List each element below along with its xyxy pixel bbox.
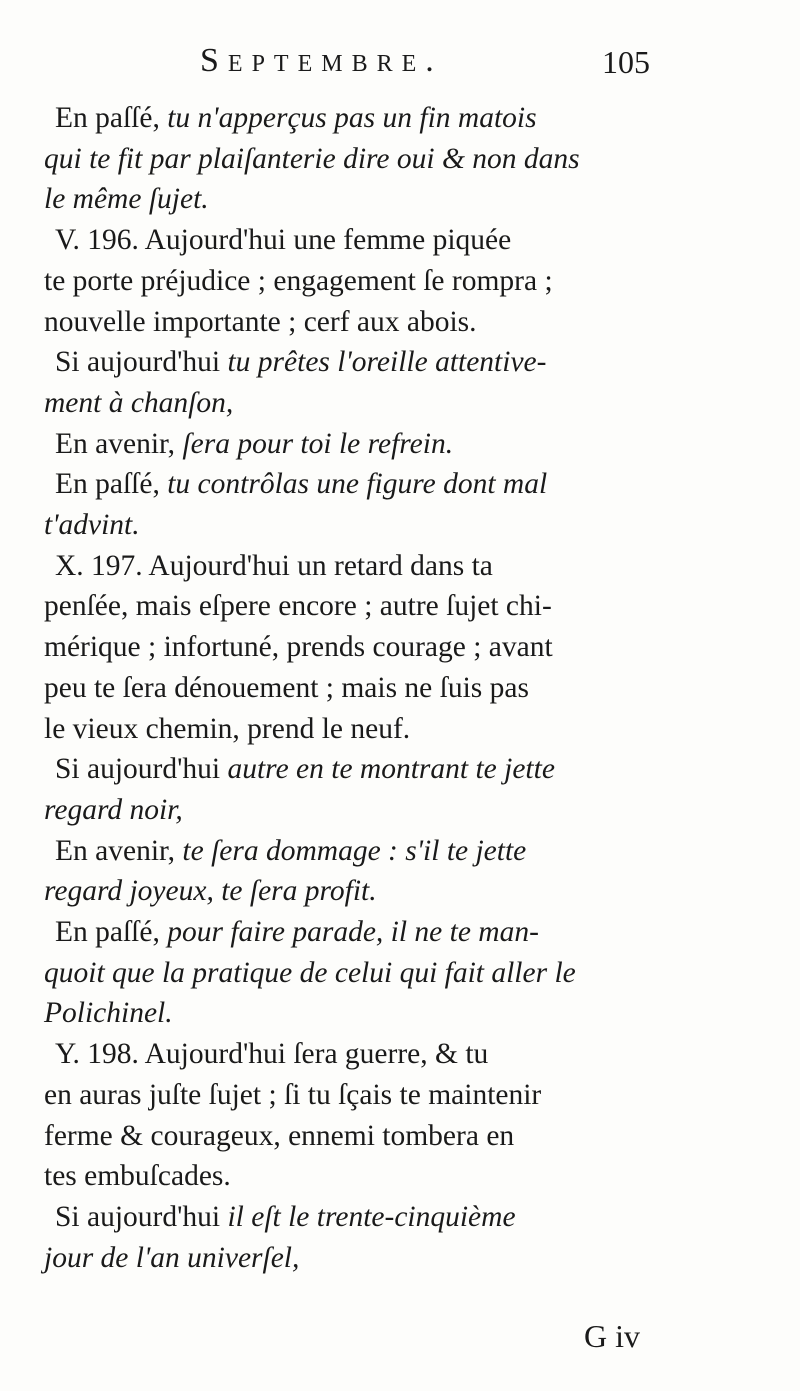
text-line — [44, 261, 750, 302]
roman-text: en auras juſte ſujet ; ſi tu ſçais te maintenir — [44, 1078, 542, 1111]
text-line — [44, 1034, 750, 1075]
text-line — [44, 1116, 750, 1157]
body-text — [44, 98, 750, 1278]
roman-text: En paſſé, — [55, 102, 168, 134]
italic-text: tu contrôlas une figure dont mal — [167, 468, 548, 501]
signature-mark: G iv — [584, 1318, 640, 1354]
text-line — [44, 871, 750, 912]
italic-text: qui te fit par plaiſanterie dire oui & non dans — [44, 142, 580, 175]
italic-text: ment à chanſon, — [44, 386, 234, 419]
text-line — [44, 586, 750, 627]
paragraph — [44, 98, 750, 220]
roman-text: Si aujourd'hui — [55, 753, 228, 786]
text-line — [44, 1197, 750, 1238]
roman-text: penſée, mais eſpere encore ; autre ſujet chi- — [44, 590, 552, 623]
paragraph — [44, 912, 750, 1034]
paragraph — [44, 424, 750, 465]
text-line — [44, 342, 750, 383]
paragraph — [44, 464, 750, 545]
italic-text: tu prêtes l'oreille attentive- — [227, 346, 547, 379]
text-line — [44, 790, 750, 831]
text-line — [44, 302, 750, 343]
paragraph — [44, 1034, 750, 1197]
text-line — [44, 383, 750, 424]
roman-text: te porte préjudice ; engagement ſe rompra ; — [44, 264, 553, 297]
text-line — [44, 505, 750, 546]
text-line — [44, 668, 750, 709]
roman-text: En avenir, — [55, 427, 183, 460]
text-line — [44, 98, 750, 139]
italic-text: ſera pour toi le refrein. — [182, 427, 454, 460]
italic-text: quoit que la pratique de celui qui fait aller le — [44, 956, 576, 989]
text-line — [44, 993, 750, 1034]
text-line — [44, 424, 750, 465]
text-line — [44, 749, 750, 790]
italic-text: Polichinel. — [44, 997, 173, 1030]
paragraph — [44, 749, 750, 830]
text-line — [44, 464, 750, 505]
paragraph — [44, 220, 750, 342]
roman-text: peu te ſera dénouement ; mais ne ſuis pas — [44, 671, 529, 704]
text-line — [44, 709, 750, 750]
italic-text: regard joyeux, te ſera profit. — [44, 875, 377, 908]
roman-text: En avenir, — [55, 834, 183, 867]
text-line — [44, 831, 750, 872]
italic-text: jour de l'an univerſel, — [44, 1241, 300, 1274]
roman-text: mérique ; infortuné, prends courage ; avant — [44, 631, 553, 664]
text-line — [44, 179, 750, 220]
text-line — [44, 1238, 750, 1279]
roman-text: En paſſé, — [55, 916, 168, 949]
paragraph — [44, 1197, 750, 1278]
page-header — [200, 42, 650, 92]
text-line — [44, 1156, 750, 1197]
roman-text: le vieux chemin, prend le neuf. — [44, 712, 411, 745]
roman-text: tes embuſcades. — [44, 1160, 231, 1193]
text-line — [44, 220, 750, 261]
italic-text: tu n'apperçus pas un fin matois — [167, 102, 537, 134]
text-line — [44, 953, 750, 994]
text-line — [44, 912, 750, 953]
text-line — [44, 627, 750, 668]
text-line — [44, 139, 750, 180]
running-head: Septembre. — [200, 42, 443, 79]
roman-text: Y. 198. Aujourd'hui ſera guerre, & tu — [55, 1038, 489, 1071]
italic-text: il eſt le trente-cinquième — [227, 1200, 516, 1233]
italic-text: te ſera dommage : s'il te jette — [182, 834, 527, 867]
roman-text: ferme & courageux, ennemi tombera en — [44, 1119, 515, 1152]
roman-text: X. 197. Aujourd'hui un retard dans ta — [55, 549, 493, 582]
roman-text: Si aujourd'hui — [55, 1200, 228, 1233]
roman-text: V. 196. Aujourd'hui une femme piquée — [55, 224, 512, 257]
italic-text: pour faire parade, il ne te man- — [167, 916, 539, 949]
italic-text: regard noir, — [44, 793, 183, 826]
paragraph — [44, 342, 750, 423]
page-number: 105 — [602, 44, 650, 80]
paragraph — [44, 546, 750, 750]
italic-text: le même ſujet. — [44, 183, 209, 216]
text-line — [44, 546, 750, 587]
italic-text: autre en te montrant te jette — [227, 753, 555, 786]
roman-text: nouvelle importante ; cerf aux abois. — [44, 305, 477, 338]
roman-text: En paſſé, — [55, 468, 168, 501]
paragraph — [44, 831, 750, 912]
roman-text: Si aujourd'hui — [55, 346, 228, 379]
text-line — [44, 1075, 750, 1116]
italic-text: t'advint. — [44, 509, 140, 542]
